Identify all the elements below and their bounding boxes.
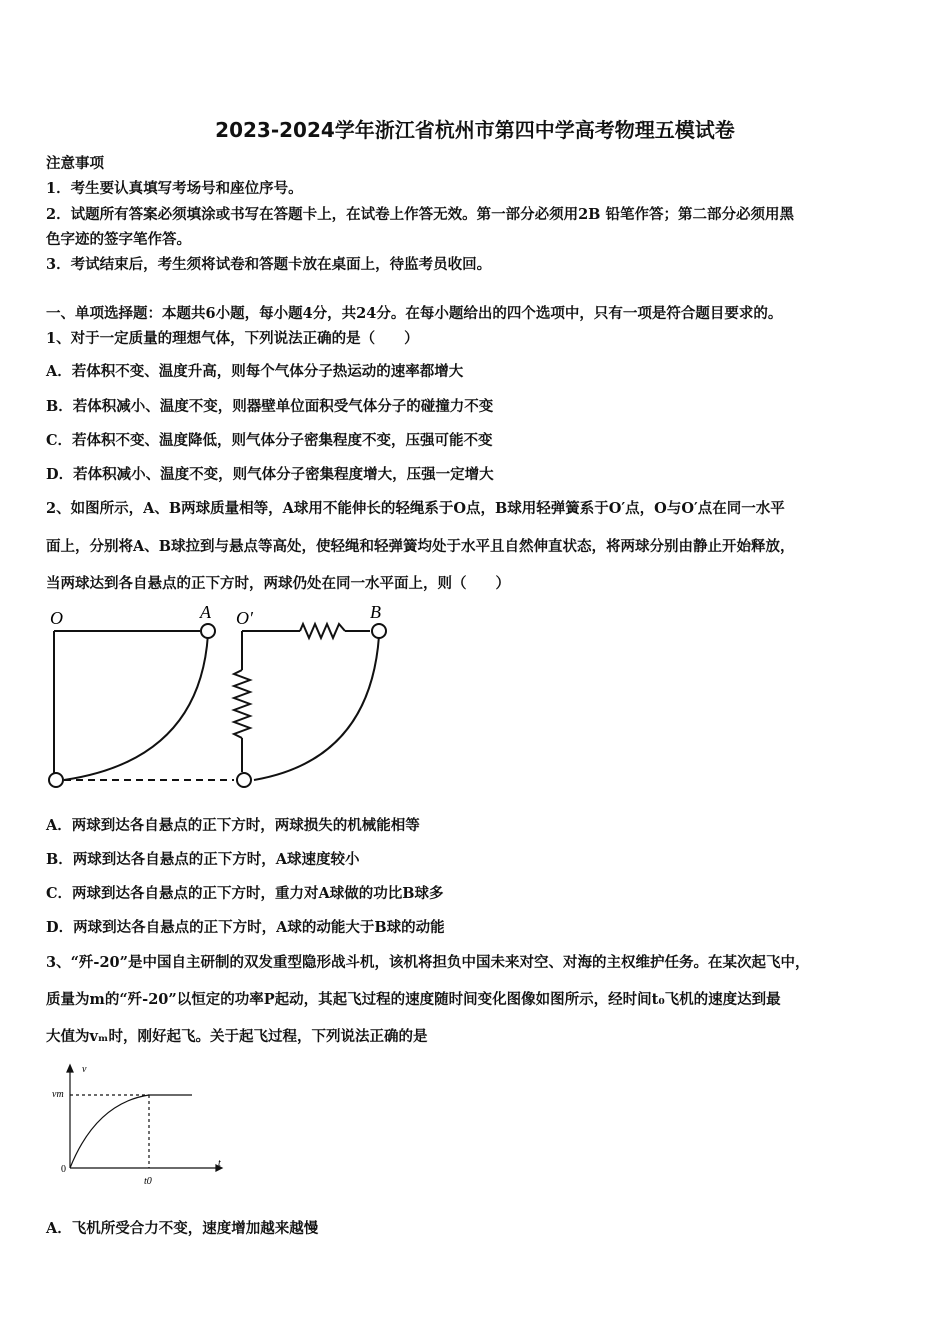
notice-item: 色字迹的签字笔作答。 bbox=[46, 231, 191, 248]
vm-label: vm bbox=[52, 1089, 64, 1100]
label-o: O bbox=[50, 608, 63, 628]
ball-b-path-arc bbox=[254, 636, 379, 780]
ball-a-bottom bbox=[49, 773, 63, 787]
label-b: B bbox=[370, 602, 381, 622]
page-title: 2023-2024学年浙江省杭州市第四中学高考物理五模试卷 bbox=[215, 118, 735, 142]
ball-a bbox=[201, 624, 215, 638]
section-heading: 一、单项选择题：本题共6小题，每小题4分，共24分。在每小题给出的四个选项中，只有一项是符合题目要求的。 bbox=[46, 305, 783, 322]
q3-stem-line: 大值为vₘ时，刚好起飞。关于起飞过程，下列说法正确的是 bbox=[46, 1028, 428, 1045]
ball-b bbox=[372, 624, 386, 638]
q3-vt-graph bbox=[46, 1058, 236, 1188]
q1-option-a: A．若体积不变、温度升高，则每个气体分子热运动的速率都增大 bbox=[46, 363, 464, 380]
q1-option-d: D．若体积减小、温度不变，则气体分子密集程度增大，压强一定增大 bbox=[46, 466, 494, 483]
ball-a-path-arc bbox=[64, 634, 208, 780]
notice-heading: 注意事项 bbox=[46, 155, 104, 172]
label-o-prime: O′ bbox=[236, 608, 253, 628]
label-a: A bbox=[200, 602, 211, 622]
q3-option-a: A．飞机所受合力不变，速度增加越来越慢 bbox=[46, 1220, 319, 1237]
q1-stem: 1、对于一定质量的理想气体，下列说法正确的是（ ） bbox=[46, 330, 419, 347]
q3-stem-line: 3、“歼-20”是中国自主研制的双发重型隐形战斗机，该机将担负中国未来对空、对海的主权维护任务。在某次起飞中， bbox=[46, 954, 810, 971]
q3-stem-line: 质量为m的“歼-20”以恒定的功率P起动，其起飞过程的速度随时间变化图像如图所示，经时间t₀飞机的速度达到最 bbox=[46, 991, 781, 1008]
v-axis-arrow bbox=[67, 1065, 73, 1072]
spring-vertical bbox=[234, 670, 250, 738]
ball-b-bottom bbox=[237, 773, 251, 787]
spring-horizontal bbox=[300, 624, 345, 638]
v-axis-label: v bbox=[82, 1064, 87, 1075]
q1-option-b: B．若体积减小、温度不变，则器壁单位面积受气体分子的碰撞力不变 bbox=[46, 398, 494, 415]
q2-stem-line: 2、如图所示，A、B两球质量相等，A球用不能伸长的轻绳系于O点，B球用轻弹簧系于O′点，O与O′点在同一水平 bbox=[46, 500, 785, 517]
q2-stem-line: 当两球达到各自悬点的正下方时，两球仍处在同一水平面上，则（ ） bbox=[46, 575, 510, 592]
notice-item: 2．试题所有答案必须填涂或书写在答题卡上，在试卷上作答无效。第一部分必须用2B 铅笔作答；第二部分必须用黑 bbox=[46, 206, 794, 223]
t0-label: t0 bbox=[144, 1176, 152, 1187]
q2-option-c: C．两球到达各自悬点的正下方时，重力对A球做的功比B球多 bbox=[46, 885, 444, 902]
q2-figure bbox=[40, 600, 400, 800]
q2-option-a: A．两球到达各自悬点的正下方时，两球损失的机械能相等 bbox=[46, 817, 420, 834]
t-axis-label: t bbox=[218, 1158, 221, 1169]
velocity-curve bbox=[70, 1095, 149, 1168]
q2-option-d: D．两球到达各自悬点的正下方时，A球的动能大于B球的动能 bbox=[46, 919, 445, 936]
q1-option-c: C．若体积不变、温度降低，则气体分子密集程度不变，压强可能不变 bbox=[46, 432, 493, 449]
origin-label: 0 bbox=[61, 1164, 66, 1175]
q2-option-b: B．两球到达各自悬点的正下方时，A球速度较小 bbox=[46, 851, 360, 868]
notice-item: 1．考生要认真填写考场号和座位序号。 bbox=[46, 180, 303, 197]
q2-stem-line: 面上，分别将A、B球拉到与悬点等高处，使轻绳和轻弹簧均处于水平且自然伸直状态，将两球分别由静止开始释放， bbox=[46, 538, 795, 555]
notice-item: 3．考试结束后，考生须将试卷和答题卡放在桌面上，待监考员收回。 bbox=[46, 256, 492, 273]
